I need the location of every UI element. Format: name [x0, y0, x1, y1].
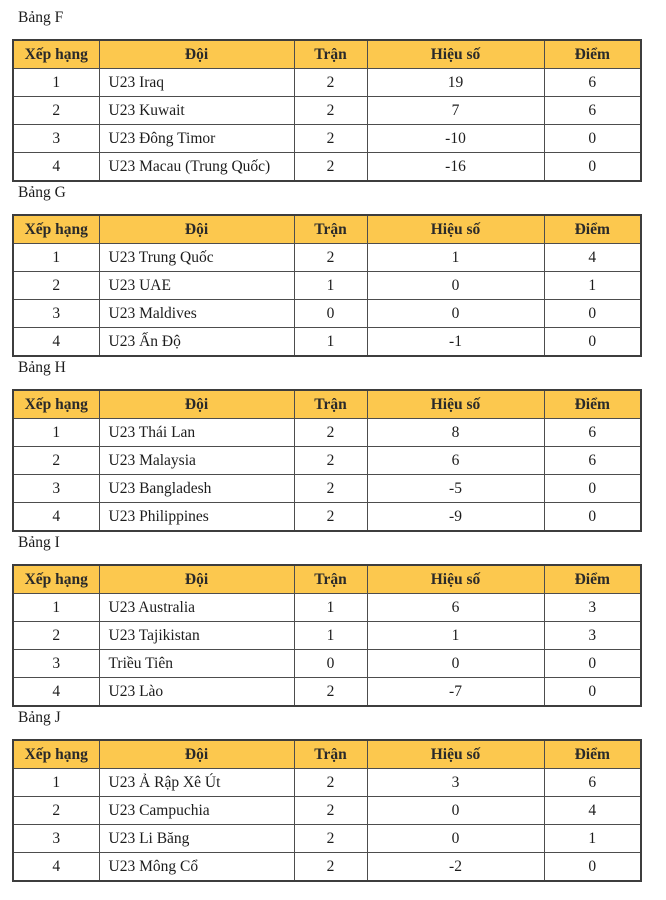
team-cell: U23 Li Băng [99, 825, 294, 853]
standings-table [12, 389, 642, 532]
team-cell: U23 Maldives [99, 300, 294, 328]
header-cell-points: Điểm [544, 740, 641, 769]
team-cell: U23 Ả Rập Xê Út [99, 769, 294, 797]
goal-diff-cell: 0 [367, 797, 544, 825]
rank-cell: 4 [13, 503, 99, 532]
table-row [13, 125, 641, 153]
rank-cell: 2 [13, 622, 99, 650]
points-cell: 0 [544, 300, 641, 328]
rank-cell: 3 [13, 650, 99, 678]
table-row [13, 678, 641, 707]
points-cell: 0 [544, 650, 641, 678]
header-cell-rank: Xếp hạng [13, 40, 99, 69]
header-cell-rank: Xếp hạng [13, 390, 99, 419]
table-header-row [13, 40, 641, 69]
table-header-row [13, 390, 641, 419]
table-row [13, 447, 641, 475]
header-cell-matches: Trận [294, 215, 367, 244]
goal-diff-cell: -1 [367, 328, 544, 357]
team-cell: U23 Ấn Độ [99, 328, 294, 357]
team-cell: U23 Malaysia [99, 447, 294, 475]
points-cell: 0 [544, 328, 641, 357]
points-cell: 6 [544, 419, 641, 447]
points-cell: 0 [544, 475, 641, 503]
header-cell-matches: Trận [294, 740, 367, 769]
matches-cell: 2 [294, 97, 367, 125]
team-cell: U23 Tajikistan [99, 622, 294, 650]
group-label: Bảng G [18, 184, 66, 201]
team-cell: Triều Tiên [99, 650, 294, 678]
table-row [13, 769, 641, 797]
matches-cell: 0 [294, 300, 367, 328]
rank-cell: 2 [13, 272, 99, 300]
matches-cell: 2 [294, 769, 367, 797]
goal-diff-cell: 0 [367, 825, 544, 853]
header-cell-team: Đội [99, 215, 294, 244]
header-cell-goal-diff: Hiệu số [367, 215, 544, 244]
points-cell: 0 [544, 153, 641, 182]
group-label: Bảng F [18, 9, 64, 26]
group-label: Bảng J [18, 709, 61, 726]
goal-diff-cell: 6 [367, 594, 544, 622]
matches-cell: 2 [294, 244, 367, 272]
points-cell: 4 [544, 797, 641, 825]
points-cell: 0 [544, 678, 641, 707]
group-section [12, 535, 666, 707]
standings-table [12, 214, 642, 357]
team-cell: U23 Bangladesh [99, 475, 294, 503]
goal-diff-cell: -7 [367, 678, 544, 707]
table-row [13, 650, 641, 678]
header-cell-rank: Xếp hạng [13, 565, 99, 594]
header-cell-matches: Trận [294, 565, 367, 594]
points-cell: 6 [544, 97, 641, 125]
matches-cell: 1 [294, 594, 367, 622]
matches-cell: 1 [294, 272, 367, 300]
table-row [13, 69, 641, 97]
table-row [13, 419, 641, 447]
group-section [12, 185, 666, 357]
goal-diff-cell: 0 [367, 272, 544, 300]
header-cell-points: Điểm [544, 215, 641, 244]
table-row [13, 797, 641, 825]
header-cell-team: Đội [99, 40, 294, 69]
header-cell-points: Điểm [544, 390, 641, 419]
header-cell-rank: Xếp hạng [13, 740, 99, 769]
rank-cell: 1 [13, 594, 99, 622]
rank-cell: 3 [13, 125, 99, 153]
group-section [12, 710, 666, 882]
header-cell-goal-diff: Hiệu số [367, 565, 544, 594]
goal-diff-cell: 3 [367, 769, 544, 797]
page [12, 10, 666, 882]
rank-cell: 3 [13, 475, 99, 503]
table-row [13, 300, 641, 328]
group-label: Bảng H [18, 359, 66, 376]
rank-cell: 2 [13, 97, 99, 125]
team-cell: U23 Thái Lan [99, 419, 294, 447]
matches-cell: 2 [294, 69, 367, 97]
header-cell-goal-diff: Hiệu số [367, 390, 544, 419]
table-row [13, 244, 641, 272]
points-cell: 3 [544, 594, 641, 622]
points-cell: 1 [544, 272, 641, 300]
header-cell-matches: Trận [294, 40, 367, 69]
team-cell: U23 Philippines [99, 503, 294, 532]
rank-cell: 4 [13, 328, 99, 357]
team-cell: U23 Campuchia [99, 797, 294, 825]
matches-cell: 2 [294, 419, 367, 447]
points-cell: 1 [544, 825, 641, 853]
rank-cell: 1 [13, 69, 99, 97]
points-cell: 0 [544, 853, 641, 882]
rank-cell: 1 [13, 769, 99, 797]
group-section [12, 360, 666, 532]
group-section [12, 10, 666, 182]
team-cell: U23 Trung Quốc [99, 244, 294, 272]
rank-cell: 1 [13, 419, 99, 447]
rank-cell: 1 [13, 244, 99, 272]
goal-diff-cell: 19 [367, 69, 544, 97]
team-cell: U23 Mông Cổ [99, 853, 294, 882]
table-row [13, 97, 641, 125]
matches-cell: 2 [294, 797, 367, 825]
matches-cell: 2 [294, 153, 367, 182]
table-row [13, 503, 641, 532]
team-cell: U23 Đông Timor [99, 125, 294, 153]
matches-cell: 2 [294, 447, 367, 475]
matches-cell: 0 [294, 650, 367, 678]
standings-table [12, 564, 642, 707]
goal-diff-cell: 7 [367, 97, 544, 125]
goal-diff-cell: -9 [367, 503, 544, 532]
rank-cell: 3 [13, 300, 99, 328]
goal-diff-cell: 0 [367, 650, 544, 678]
matches-cell: 1 [294, 622, 367, 650]
points-cell: 0 [544, 125, 641, 153]
goal-diff-cell: -5 [367, 475, 544, 503]
points-cell: 6 [544, 769, 641, 797]
table-row [13, 594, 641, 622]
table-row [13, 328, 641, 357]
rank-cell: 2 [13, 447, 99, 475]
header-cell-rank: Xếp hạng [13, 215, 99, 244]
rank-cell: 2 [13, 797, 99, 825]
points-cell: 6 [544, 69, 641, 97]
goal-diff-cell: -10 [367, 125, 544, 153]
team-cell: U23 Iraq [99, 69, 294, 97]
table-header-row [13, 565, 641, 594]
rank-cell: 3 [13, 825, 99, 853]
table-row [13, 475, 641, 503]
team-cell: U23 Australia [99, 594, 294, 622]
team-cell: U23 Kuwait [99, 97, 294, 125]
standings-table [12, 739, 642, 882]
goal-diff-cell: 1 [367, 622, 544, 650]
table-row [13, 853, 641, 882]
matches-cell: 2 [294, 125, 367, 153]
rank-cell: 4 [13, 153, 99, 182]
team-cell: U23 UAE [99, 272, 294, 300]
header-cell-team: Đội [99, 740, 294, 769]
header-cell-matches: Trận [294, 390, 367, 419]
header-cell-points: Điểm [544, 40, 641, 69]
matches-cell: 2 [294, 678, 367, 707]
team-cell: U23 Lào [99, 678, 294, 707]
goal-diff-cell: -16 [367, 153, 544, 182]
goal-diff-cell: 6 [367, 447, 544, 475]
table-header-row [13, 740, 641, 769]
header-cell-team: Đội [99, 390, 294, 419]
points-cell: 0 [544, 503, 641, 532]
table-row [13, 825, 641, 853]
points-cell: 6 [544, 447, 641, 475]
points-cell: 4 [544, 244, 641, 272]
team-cell: U23 Macau (Trung Quốc) [99, 153, 294, 182]
header-cell-goal-diff: Hiệu số [367, 740, 544, 769]
header-cell-points: Điểm [544, 565, 641, 594]
header-cell-goal-diff: Hiệu số [367, 40, 544, 69]
rank-cell: 4 [13, 853, 99, 882]
matches-cell: 1 [294, 328, 367, 357]
points-cell: 3 [544, 622, 641, 650]
header-cell-team: Đội [99, 565, 294, 594]
rank-cell: 4 [13, 678, 99, 707]
goal-diff-cell: 0 [367, 300, 544, 328]
matches-cell: 2 [294, 825, 367, 853]
group-label: Bảng I [18, 534, 60, 551]
goal-diff-cell: 1 [367, 244, 544, 272]
goal-diff-cell: -2 [367, 853, 544, 882]
standings-table [12, 39, 642, 182]
table-row [13, 272, 641, 300]
goal-diff-cell: 8 [367, 419, 544, 447]
matches-cell: 2 [294, 475, 367, 503]
table-row [13, 153, 641, 182]
matches-cell: 2 [294, 853, 367, 882]
matches-cell: 2 [294, 503, 367, 532]
table-row [13, 622, 641, 650]
table-header-row [13, 215, 641, 244]
